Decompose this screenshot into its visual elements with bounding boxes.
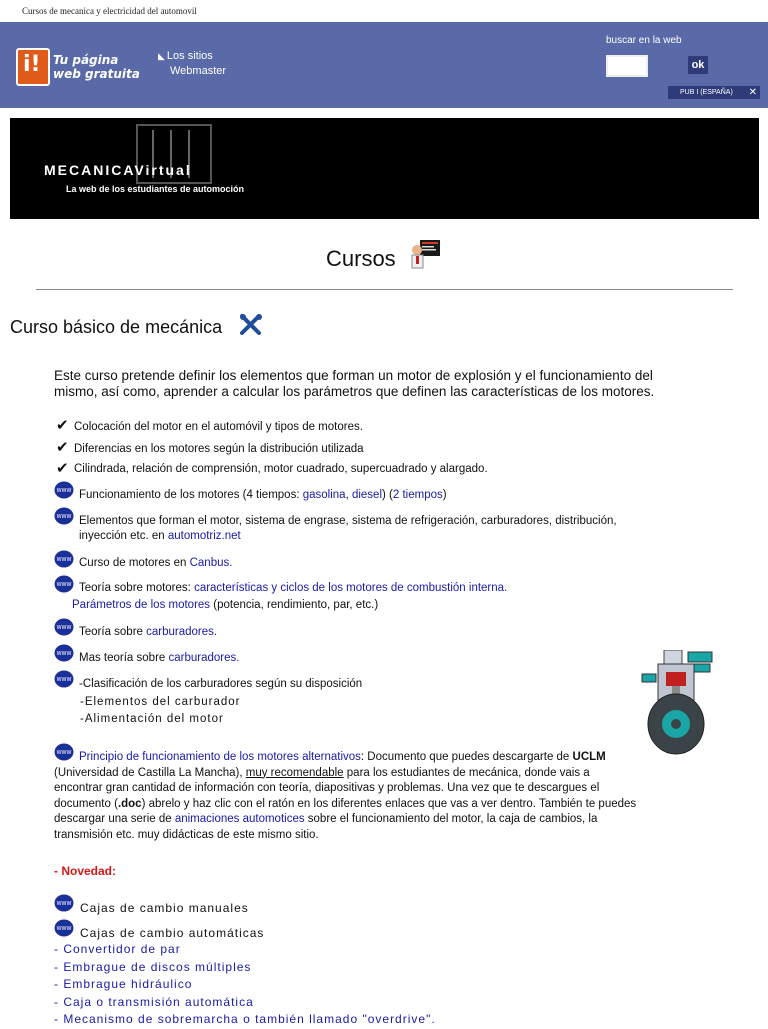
link-diesel[interactable]: diesel bbox=[351, 489, 383, 501]
cajas-list bbox=[54, 941, 436, 1029]
link-animaciones[interactable]: animaciones automotices bbox=[174, 813, 305, 825]
section-intro: Este curso pretende definir los elementos que forman un motor de explosión y el funcionamiento del mismo, así como, aprender a calcular los parámetros que definen las características de los motores. bbox=[54, 368, 655, 399]
item-parametros bbox=[72, 598, 378, 613]
globe-bullet-icon bbox=[54, 644, 74, 662]
item-canbus bbox=[79, 556, 232, 571]
svg-text:WWW: WWW bbox=[56, 582, 72, 588]
link-cajas-manuales[interactable]: Cajas de cambio manuales bbox=[80, 901, 249, 915]
link-convertidor-par[interactable]: - Convertidor de par bbox=[54, 942, 181, 956]
link-parametros[interactable]: Parámetros de los motores bbox=[72, 599, 211, 611]
link-2-tiempos[interactable]: 2 tiempos bbox=[392, 489, 443, 501]
principio-text: para los estudiantes de mecánica, donde vais a encontrar gran cantidad de información con teoría, diapositivas y problemas. Una vez que te descargues el documento ( bbox=[54, 766, 600, 810]
link-canbus[interactable]: Canbus. bbox=[189, 557, 233, 569]
globe-bullet-icon bbox=[54, 919, 74, 937]
sep-text: , bbox=[345, 489, 352, 501]
link-colocacion-motor[interactable]: Colocación del motor en el automóvil y tipos de motores. bbox=[74, 421, 363, 433]
link-alimentacion-motor[interactable]: -Alimentación del motor bbox=[80, 713, 224, 725]
item-elementos bbox=[79, 514, 619, 544]
link-elementos-carburador[interactable]: -Elementos del carburador bbox=[80, 696, 241, 708]
item-parametros-text: (potencia, rendimiento, par, etc.) bbox=[210, 599, 379, 611]
svg-text:WWW: WWW bbox=[56, 926, 72, 932]
globe-bullet-icon bbox=[54, 550, 74, 568]
link-diferencias-distribucion[interactable]: Diferencias en los motores según la distribución utilizada bbox=[74, 443, 364, 455]
uclm-text: UCLM bbox=[572, 751, 606, 763]
sep-text: ) bbox=[442, 489, 447, 501]
item-funcionamiento bbox=[79, 488, 447, 503]
svg-text:WWW: WWW bbox=[56, 514, 72, 520]
search-input[interactable] bbox=[606, 55, 648, 77]
globe-bullet-icon bbox=[54, 507, 74, 525]
item-carburadores-1 bbox=[79, 625, 217, 640]
link-los-sitios[interactable]: Los sitios bbox=[166, 50, 213, 62]
cajas-automaticas-label: Cajas de cambio automáticas bbox=[80, 926, 265, 940]
ad-label-text: PUB I (ESPAÑA) bbox=[680, 89, 733, 96]
link-cilindrada[interactable]: Cilindrada, relación de comprensión, motor cuadrado, supercuadrado y alargado. bbox=[74, 463, 488, 475]
document-title-bar bbox=[0, 0, 768, 22]
host-logo-icon[interactable]: i! bbox=[16, 48, 50, 86]
item-teoria-text: Teoría sobre motores: bbox=[79, 582, 195, 594]
svg-text:WWW: WWW bbox=[56, 750, 72, 756]
close-icon[interactable]: ✕ bbox=[748, 87, 757, 98]
principio-paragraph bbox=[54, 750, 640, 843]
novedad-label: - Novedad: bbox=[54, 864, 117, 878]
link-principio-funcionamiento[interactable]: Principio de funcionamiento de los motores alternativos bbox=[79, 751, 361, 763]
ad-label[interactable] bbox=[668, 86, 760, 99]
host-links bbox=[158, 49, 226, 79]
check-icon: ✔ bbox=[56, 460, 69, 477]
link-webmaster[interactable]: Webmaster bbox=[170, 65, 227, 77]
globe-bullet-icon bbox=[54, 618, 74, 636]
svg-text:WWW: WWW bbox=[56, 901, 72, 907]
globe-bullet-icon bbox=[54, 670, 74, 688]
principio-text: sobre el funcionamiento del motor, la caja de cambios, la transmisión etc. muy didácticas de este mismo sitio. bbox=[54, 813, 598, 841]
banner-title: MECANICAVirtual bbox=[44, 162, 192, 178]
link-carburadores-1[interactable]: carburadores. bbox=[146, 626, 218, 638]
banner-tagline: La web de los estudiantes de automoción bbox=[66, 184, 245, 194]
host-top-bar bbox=[0, 22, 768, 108]
link-carburadores-2[interactable]: carburadores. bbox=[168, 652, 240, 664]
svg-text:WWW: WWW bbox=[56, 677, 72, 683]
link-embrague-hidraulico[interactable]: - Embrague hidráulico bbox=[54, 977, 193, 991]
svg-text:WWW: WWW bbox=[56, 488, 72, 494]
teacher-icon bbox=[408, 238, 442, 270]
link-gasolina[interactable]: gasolina bbox=[302, 489, 346, 501]
globe-bullet-icon bbox=[54, 894, 74, 912]
link-caracteristicas-ciclos[interactable]: características y ciclos de los motores de combustión interna. bbox=[194, 582, 508, 594]
logo-line-2: web gratuita bbox=[53, 67, 140, 81]
document-title: Cursos de mecanica y electricidad del automovil bbox=[22, 6, 197, 16]
triangle-icon: ◣ bbox=[158, 51, 165, 61]
globe-bullet-icon bbox=[54, 575, 74, 593]
divider bbox=[36, 289, 733, 290]
site-banner bbox=[10, 118, 759, 219]
principio-text: : Documento que puedes descargarte de bbox=[360, 751, 573, 763]
check-icon: ✔ bbox=[56, 417, 69, 434]
sep-text: ) ( bbox=[382, 489, 393, 501]
page-heading: Cursos bbox=[326, 246, 396, 271]
engine-illustration bbox=[640, 650, 716, 760]
link-clasificacion-carburadores[interactable]: -Clasificación de los carburadores según su disposición bbox=[79, 678, 363, 690]
principio-text: (Universidad de Castilla La Mancha), bbox=[54, 766, 246, 779]
link-automotriz[interactable]: automotriz.net bbox=[167, 530, 241, 542]
recomendable-text: muy recomendable bbox=[245, 766, 344, 779]
check-icon: ✔ bbox=[56, 439, 69, 456]
search-label: buscar en la web bbox=[606, 35, 682, 46]
principio-text: ) abrelo y haz clic con el ratón en los diferentes enlaces que vas a ver dentro. También te puedes descargar una serie de bbox=[54, 797, 637, 825]
link-overdrive[interactable]: - Mecanismo de sobremarcha o también llamado "overdrive". bbox=[54, 1012, 436, 1026]
item-funcionamiento-text: Funcionamiento de los motores (4 tiempos: bbox=[79, 489, 303, 501]
link-embrague-discos[interactable]: - Embrague de discos múltiples bbox=[54, 959, 252, 974]
item-carb1-text: Teoría sobre bbox=[79, 626, 147, 638]
item-elementos-text: Elementos que forman el motor, sistema de engrase, sistema de refrigeración, carburadores, distribución, inyección etc. en bbox=[79, 515, 617, 542]
globe-bullet-icon bbox=[54, 481, 74, 499]
section-title: Curso básico de mecánica bbox=[10, 317, 223, 337]
svg-text:WWW: WWW bbox=[56, 625, 72, 631]
svg-text:WWW: WWW bbox=[56, 557, 72, 563]
search-ok-button[interactable]: ok bbox=[688, 56, 708, 74]
logo-line-1: Tu página bbox=[53, 53, 119, 67]
doc-text: .doc bbox=[117, 797, 142, 810]
item-carburadores-2 bbox=[79, 651, 239, 666]
item-canbus-text: Curso de motores en bbox=[79, 557, 190, 569]
link-caja-automatica[interactable]: - Caja o transmisión automática bbox=[54, 994, 254, 1009]
item-teoria-motores bbox=[79, 581, 507, 596]
svg-text:WWW: WWW bbox=[56, 651, 72, 657]
tools-icon bbox=[239, 313, 263, 335]
host-logo-text[interactable] bbox=[53, 53, 140, 81]
item-carb2-text: Mas teoría sobre bbox=[79, 652, 169, 664]
